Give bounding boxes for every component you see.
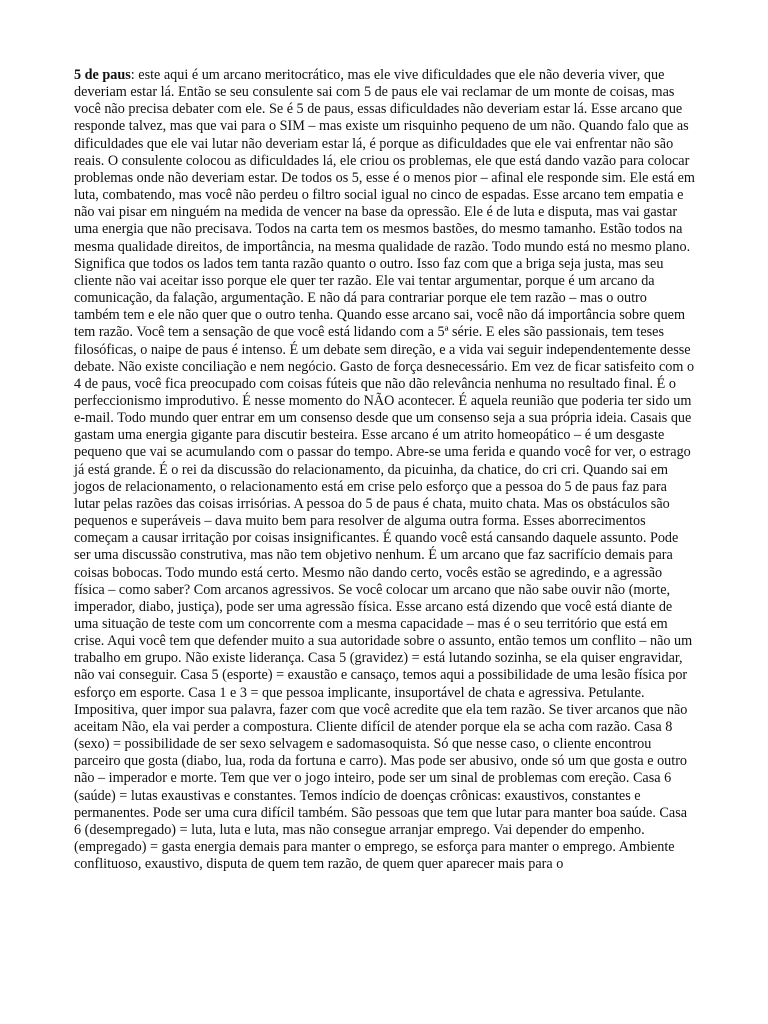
paragraph-text: : este aqui é um arcano meritocrático, mas ele vive dificuldades que ele não deveria viver, que deveriam estar lá. Então se seu consulente sai com 5 de paus ele vai reclamar de um monte de coisas, mas você não precisa debater com ele. Se é 5 de paus, essas dificuldades não deveriam estar lá. Esse arcano que responde talvez, mas que vai para o SIM – mas existe um risquinho pequeno de um não. Quando falo que as dificuldades que ele vai lutar não deveriam estar lá, é porque as dificuldades que ele vai enfrentar não são reais. O consulente colocou as dificuldades lá, ele criou os problemas, ele que está dando vazão para colocar problemas onde não deveriam estar. De todos os 5, esse é o menos pior – afinal ele responde sim. Ele está em luta, combatendo, mas você não perdeu o filtro social igual no cinco de espadas. Esse arcano tem empatia e não vai pisar em ninguém na medida de vencer na base da opressão. Ele é de luta e disputa, mas vai gastar uma energia que não precisava. Todos na carta tem os mesmos bastões, do mesmo tamanho. Estão todos na mesma qualidade direitos, de importância, na mesma qualidade de razão. Todo mundo está no mesmo plano. Significa que todos os lados tem tanta razão quanto o outro. Isso faz com que a briga seja justa, mas seu cliente não vai aceitar isso porque ele quer ter razão. Ele vai tentar argumentar, porque é um arcano da comunicação, da falação, argumentação. E não dá para contrariar porque ele tem razão – mas o outro também tem e ele não quer que o outro tenha. Quando esse arcano sai, você não dá importância sobre quem tem razão. Você tem a sensação de que você está lidando com a 5ª série. E eles são passionais, tem teses filosóficas, o naipe de paus é intenso. É um debate sem direção, e a vida vai seguir independentemente desse debate. Não existe conciliação e nem negócio. Gasto de força desnecessário. Em vez de ficar satisfeito com o 4 de paus, você fica preocupado com coisas fúteis que não dão relevância nenhuma no resultado final. É o perfeccionismo improdutivo. É nesse momento do NÃO acontecer. É aquela reunião que poderia ter sido um e-mail. Todo mundo quer entrar em um consenso desde que um consenso seja a sua própria ideia. Casais que gastam uma energia gigante para discutir besteira. Esse arcano é um atrito homeopático – é um desgaste pequeno que vai se acumulando com o passar do tempo. Abre-se uma ferida e quando você for ver, o estrago já está grande. É o rei da discussão do relacionamento, da picuinha, da chatice, do cri cri. Quando sai em jogos de relacionamento, o relacionamento está em crise pelo esforço que a pessoa do 5 de paus faz para lutar pelas razões das coisas irrisórias. A pessoa do 5 de paus é chata, muito chata. Mas os obstáculos são pequenos e superáveis – dava muito bem para resolver de alguma outra forma. Esses aborrecimentos começam a causar irritação por coisas insignificantes. É quando você está cansando daquele assunto. Pode ser uma discussão construtiva, mas não tem objetivo nenhum. É um arcano que faz sacrifício demais para coisas bobocas. Todo mundo está certo. Mesmo não dando certo, vocês estão se agredindo, e a agressão física – como saber? Com arcanos agressivos. Se você colocar um arcano que não sabe ouvir não (morte, imperador, diabo, justiça), pode ser uma agressão física. Esse arcano está dizendo que você está diante de uma situação de teste com um concorrente com a mesma capacidade – mas é o seu território que está em crise. Aqui você tem que defender muito a sua autoridade sobre o assunto, então temos um conflito – não um trabalho em grupo. Não existe liderança. Casa 5 (gravidez) = está lutando sozinha, se ela quiser engravidar, não vai conseguir. Casa 5 (esporte) = exaustão e cansaço, temos aqui a possibilidade de uma lesão física por esforço em esporte. Casa 1 e 3 = que pessoa implicante, insuportável de chata e agressiva. Petulante. Impositiva, quer impor sua palavra, fazer com que você acredite que ela tem razão. Se tiver arcanos que não aceitam Não, ela vai perder a compostura. Cliente difícil de atender porque ela se acha com razão. Casa 8 (sexo) = possibilidade de ser sexo selvagem e sadomasoquista. Só que nesse caso, o cliente encontrou parceiro que gosta (diabo, lua, roda da fortuna e carro). Mas pode ser abusivo, onde só um que gosta e outro não – imperador e morte. Tem que ver o jogo inteiro, pode ser um sinal de problemas com ereção. Casa 6 (saúde) = lutas exaustivas e constantes. Temos indício de doenças crônicas: exaustivos, constantes e permanentes. Pode ser uma cura difícil também. São pessoas que tem que lutar para manter boa saúde. Casa 6 (desempregado) = luta, luta e luta, mas não consegue arranjar emprego. Vai depender do empenho. (empregado) = gasta energia demais para manter o emprego, se esforça para manter o emprego. Ambiente conflituoso, exaustivo, disputa de quem tem razão, de quem quer aparecer mais para o — [74, 67, 695, 873]
card-title: 5 de paus — [74, 67, 131, 83]
document-page — [74, 67, 696, 873]
body-paragraph — [74, 67, 696, 873]
